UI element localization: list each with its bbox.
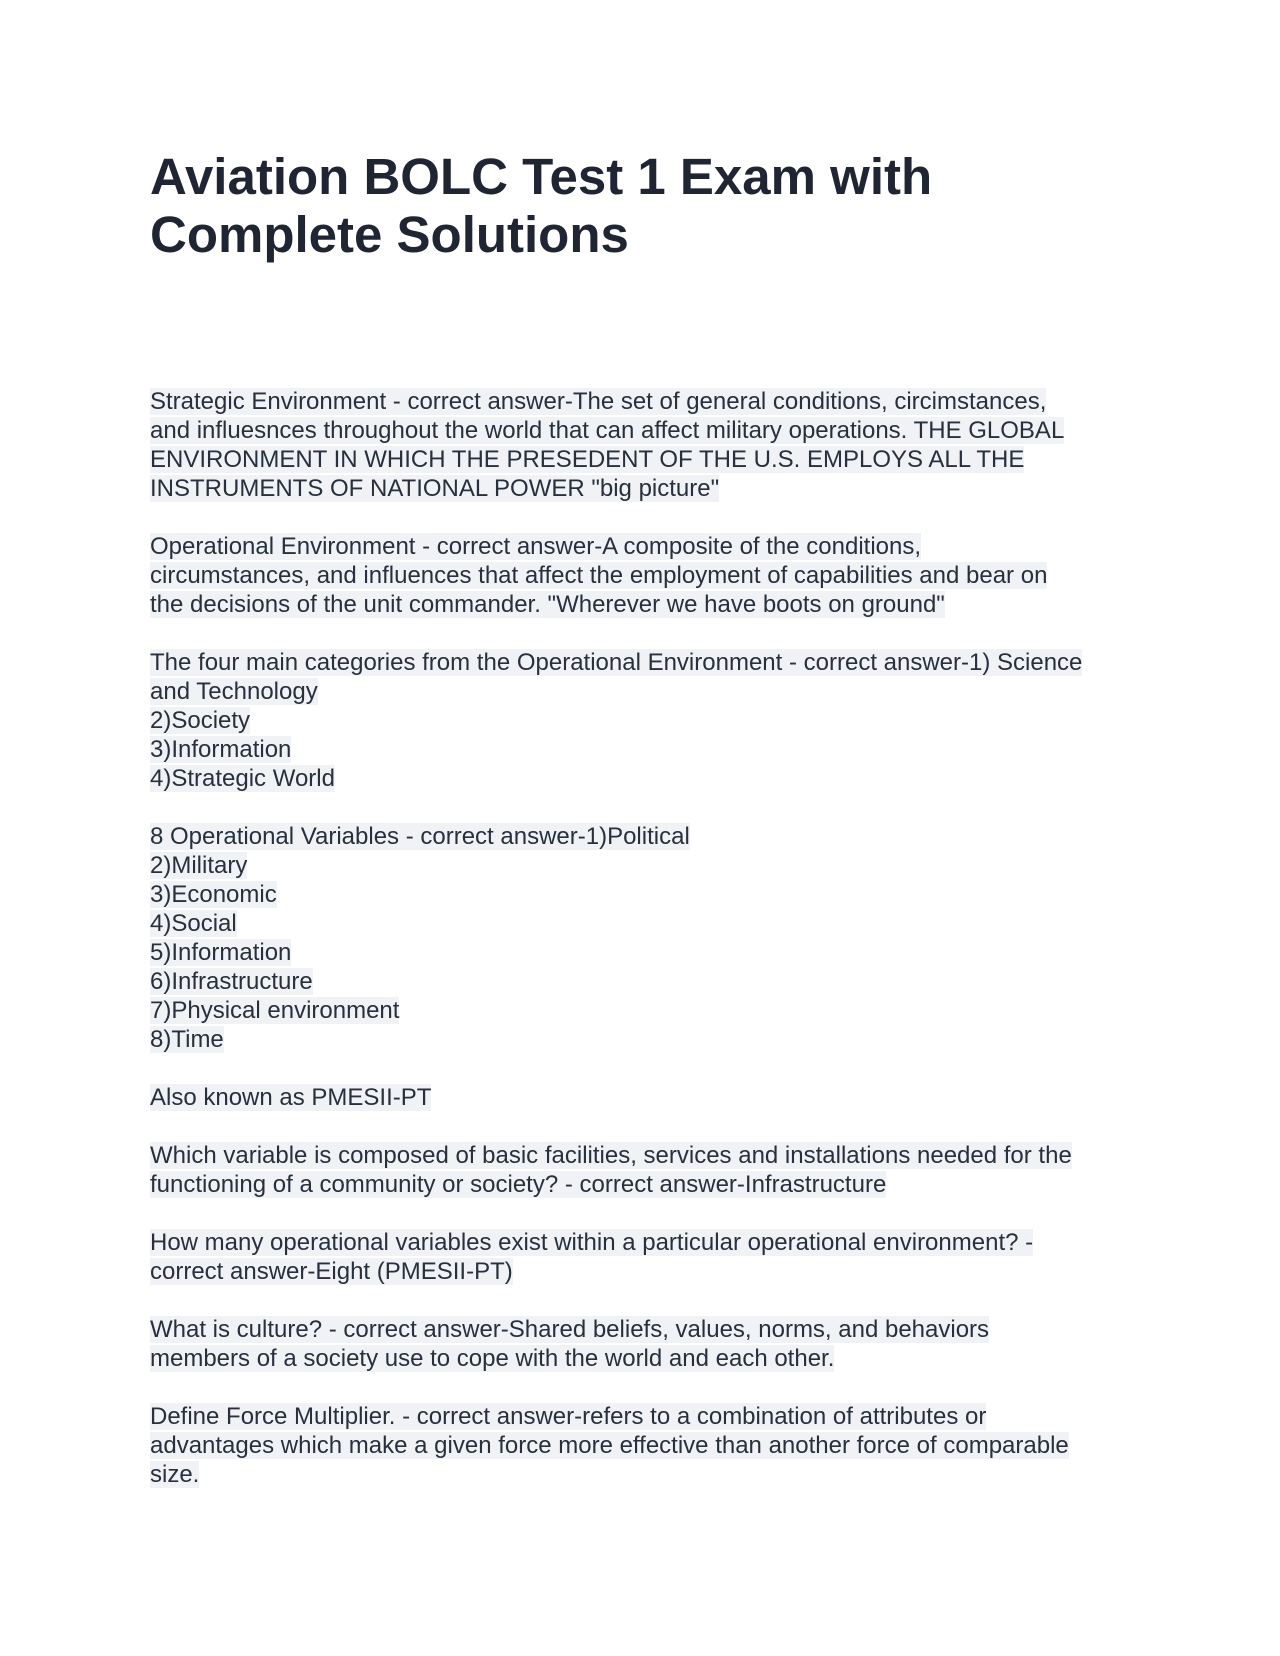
document-title <box>150 148 1140 264</box>
text-line: ENVIRONMENT IN WHICH THE PRESEDENT OF THE U.S. EMPLOYS ALL THE <box>150 446 1025 473</box>
text-line: functioning of a community or society? - correct answer-Infrastructure <box>150 1171 887 1198</box>
document-content <box>150 387 1140 1489</box>
qa-block-strategic-environment <box>150 387 1140 503</box>
qa-block-force-multiplier <box>150 1402 1140 1489</box>
qa-block-four-categories <box>150 648 1140 793</box>
text-line: and Technology <box>150 678 318 705</box>
qa-block-variable-count <box>150 1228 1140 1286</box>
text-line: 8)Time <box>150 1026 224 1053</box>
text-line: 4)Social <box>150 910 237 937</box>
document-page <box>150 148 1140 1518</box>
text-line: 8 Operational Variables - correct answer-1)Political <box>150 823 690 850</box>
text-line: Define Force Multiplier. - correct answer-refers to a combination of attributes or <box>150 1403 987 1430</box>
qa-block-pmesii-pt <box>150 1083 1140 1112</box>
text-line: members of a society use to cope with the world and each other. <box>150 1345 835 1372</box>
text-line: 3)Information <box>150 736 292 763</box>
text-line: How many operational variables exist within a particular operational environment? - <box>150 1229 1034 1256</box>
document-title-line: Complete Solutions <box>150 206 629 263</box>
text-line: 5)Information <box>150 939 292 966</box>
text-line: and influesnces throughout the world that can affect military operations. THE GLOBAL <box>150 417 1065 444</box>
text-line: 2)Society <box>150 707 251 734</box>
text-line: What is culture? - correct answer-Shared beliefs, values, norms, and behaviors <box>150 1316 990 1343</box>
text-line: correct answer-Eight (PMESII-PT) <box>150 1258 513 1285</box>
text-line: 4)Strategic World <box>150 765 335 792</box>
text-line: size. <box>150 1461 200 1488</box>
text-line: circumstances, and influences that affect the employment of capabilities and bear on <box>150 562 1048 589</box>
text-line: Which variable is composed of basic facilities, services and installations needed for the <box>150 1142 1072 1169</box>
text-line: 3)Economic <box>150 881 277 908</box>
text-line: advantages which make a given force more effective than another force of comparable <box>150 1432 1069 1459</box>
text-line: INSTRUMENTS OF NATIONAL POWER "big picture" <box>150 475 720 502</box>
text-line: The four main categories from the Operational Environment - correct answer-1) Science <box>150 649 1083 676</box>
qa-block-operational-variables <box>150 822 1140 1054</box>
text-line: 7)Physical environment <box>150 997 400 1024</box>
text-line: Also known as PMESII-PT <box>150 1084 432 1111</box>
qa-block-culture <box>150 1315 1140 1373</box>
text-line: 2)Military <box>150 852 248 879</box>
text-line: Strategic Environment - correct answer-The set of general conditions, circimstances, <box>150 388 1047 415</box>
text-line: the decisions of the unit commander. "Wherever we have boots on ground" <box>150 591 945 618</box>
qa-block-infrastructure <box>150 1141 1140 1199</box>
document-title-line: Aviation BOLC Test 1 Exam with <box>150 148 933 205</box>
text-line: Operational Environment - correct answer-A composite of the conditions, <box>150 533 922 560</box>
qa-block-operational-environment <box>150 532 1140 619</box>
text-line: 6)Infrastructure <box>150 968 313 995</box>
